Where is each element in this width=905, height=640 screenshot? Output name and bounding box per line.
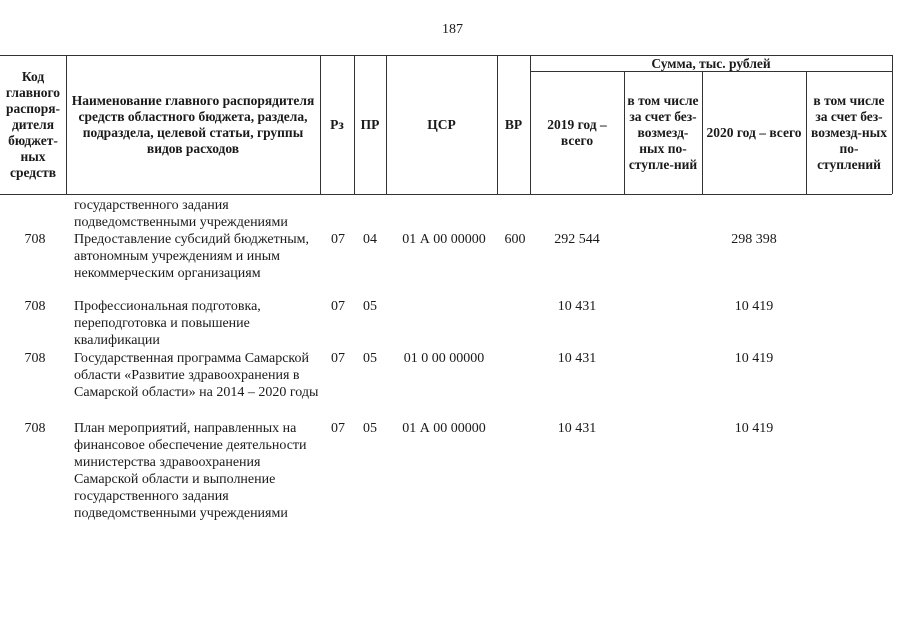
- row-2019: 292 544: [554, 232, 600, 247]
- row-code: 708: [24, 232, 46, 247]
- row-name: Государственная программа Самарской области «Развитие здравоохранения в Самарской области» на 2014 – 2020 годы: [74, 351, 319, 400]
- header-bottom-border: [0, 194, 892, 195]
- row-pr: 05: [363, 351, 377, 366]
- row-2019: 10 431: [557, 421, 597, 436]
- page-number: 187: [442, 22, 463, 37]
- row-2020: 10 419: [734, 351, 774, 366]
- row-csr: 01 А 00 00000: [402, 421, 486, 436]
- row-csr: 01 А 00 00000: [402, 232, 486, 247]
- header-vr: ВР: [504, 117, 523, 132]
- col-divider: [806, 71, 807, 194]
- col-divider: [702, 71, 703, 194]
- header-2020-free: в том числе за счет без-возмезд-ных по-ступлений: [811, 93, 887, 172]
- row-rz: 07: [331, 232, 345, 247]
- col-divider: [66, 55, 67, 194]
- row-name: План мероприятий, направленных на финансовое обеспечение деятельности министерства здравоохранения Самарской области и выполнение государственного задания подведомственными учреждениями: [74, 421, 307, 521]
- row-vr: 600: [504, 232, 526, 247]
- header-2020-total: 2020 год – всего: [706, 125, 802, 140]
- continuation-text: государственного задания подведомственными учреждениями: [74, 198, 288, 230]
- header-rz: Рз: [330, 117, 344, 132]
- header-2019-total: 2019 год – всего: [547, 117, 607, 148]
- row-pr: 04: [363, 232, 377, 247]
- row-rz: 07: [331, 351, 345, 366]
- header-pr: ПР: [360, 117, 380, 132]
- row-2020: 10 419: [734, 299, 774, 314]
- row-csr: 01 0 00 00000: [403, 351, 485, 366]
- row-2019: 10 431: [557, 299, 597, 314]
- row-code: 708: [24, 299, 46, 314]
- row-pr: 05: [363, 299, 377, 314]
- row-rz: 07: [331, 299, 345, 314]
- row-code: 708: [24, 421, 46, 436]
- col-divider: [530, 55, 531, 194]
- header-code: Код главного распоря-дителя бюджет-ных средств: [5, 69, 61, 180]
- row-name: Профессиональная подготовка, переподготовка и повышение квалификации: [74, 299, 261, 348]
- col-divider: [892, 55, 893, 194]
- row-rz: 07: [331, 421, 345, 436]
- col-divider: [624, 71, 625, 194]
- header-sum: Сумма, тыс. рублей: [651, 56, 771, 71]
- header-2019-free: в том числе за счет без-возмезд-ных по-ступле-ний: [627, 93, 699, 172]
- header-csr: ЦСР: [427, 117, 456, 132]
- row-pr: 05: [363, 421, 377, 436]
- row-2020: 298 398: [731, 232, 777, 247]
- row-2019: 10 431: [557, 351, 597, 366]
- row-2020: 10 419: [734, 421, 774, 436]
- row-name: Предоставление субсидий бюджетным, автономным учреждениям и иным некоммерческим организациям: [74, 232, 310, 281]
- header-name: Наименование главного распорядителя средств областного бюджета, раздела, подраздела, целевой статьи, группы видов расходов: [71, 93, 315, 156]
- row-code: 708: [24, 351, 46, 366]
